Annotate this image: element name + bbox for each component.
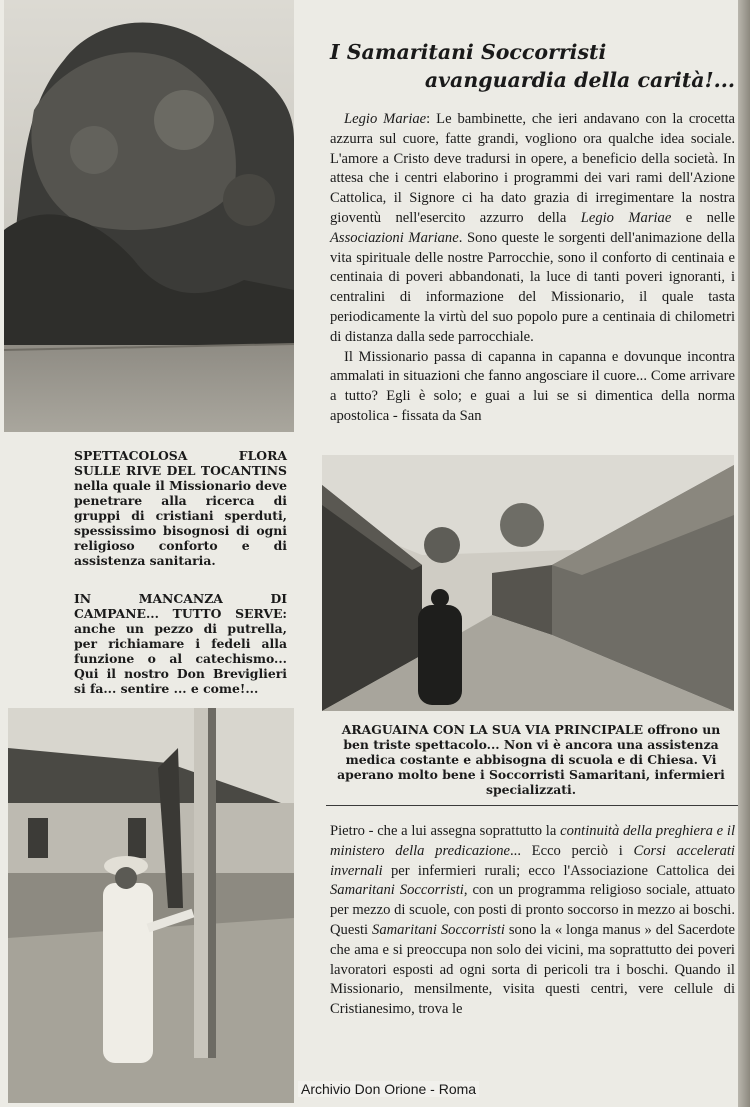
p1-segment: e nelle xyxy=(671,209,736,226)
p3-segment: , con un programma religioso sociale, attuato per mezzo di scuole, con posti di pronto soccorso in mezzo ai boschi. Questi xyxy=(330,882,736,938)
section-divider xyxy=(326,805,738,806)
p3-segment: continuità della preghiera e il ministero della predicazione xyxy=(330,823,735,859)
title-line-2: avanguardia della carità!... xyxy=(424,68,735,92)
p3-segment: Corsi accelerati invernali xyxy=(330,842,735,879)
p1-segment: . Sono queste le sorgenti dell'animazione della vita spirituale delle nostre Parrocchie, sono il conforto di centinaia e centinaia di poveri abbandonati, la luce di tanti poveri ignoranti, i centralini di informazione del Missionario, il quale tasta periodicamente la virtù del suo popolo pure a centinaia di chilometri di distanza dalla sede parrocchiale. xyxy=(330,229,735,345)
article-body-bottom xyxy=(330,822,735,1020)
photo-tocantins-flora xyxy=(4,0,294,432)
paragraph-legio-mariae xyxy=(330,110,735,348)
photo-araguaina-street xyxy=(322,455,734,711)
caption-campane: IN MANCANZA DI CAMPANE... TUTTO SERVE: anche un pezzo di putrella, per richiamare i fedeli alla funzione o al catechismo... Qui il nostro Don Breviglieri si fa... sentire ... e come!... xyxy=(74,591,287,696)
p3-segment: ... Ecco perciò i xyxy=(510,842,634,859)
p3-segment: Samaritani Soccorristi xyxy=(330,882,464,899)
p1-segment: Associazioni Mariane xyxy=(330,229,459,246)
p3-segment: sono la « longa manus » del Sacerdote che ama e si preoccupa non solo dei vicini, ma soprattutto dei poveri lavoratori esposti ad ogni sorta di pericoli tra i boschi. Quando il Missionario, mensilmente, visita questi centri, vere cellule di Cristianesimo, trova le xyxy=(330,921,735,1018)
page-binding-edge xyxy=(738,0,750,1107)
title-line-1: I Samaritani Soccorristi xyxy=(330,40,607,64)
paragraph-missionario: Il Missionario passa di capanna in capanna e dovunque incontra ammalati in situazioni che fanno angosciare il cuore... Come arrivare a tutto? Egli è solo; e guai a lui se si dimentica della norma apostolica - fissata da San xyxy=(330,348,735,424)
p3-segment: Pietro - che a lui assegna soprattutto la xyxy=(330,823,561,839)
archive-watermark: Archivio Don Orione - Roma xyxy=(298,1081,479,1097)
p1-segment: Legio Mariae xyxy=(580,209,672,226)
article-title xyxy=(330,38,735,94)
photo-don-breviglieri xyxy=(8,708,294,1103)
caption-araguaina: ARAGUAINA CON LA SUA VIA PRINCIPALE offrono un ben triste spettacolo... Non vi è ancora una assistenza medica costante e abbisogna di scuola e di Chiesa. Vi aperano molto bene i Soccorristi Samaritani, infermieri specializzati. xyxy=(337,722,725,797)
p1-segment: Legio Mariae xyxy=(344,111,427,127)
article-body-top xyxy=(330,110,735,427)
p3-segment: Samaritani Soccorristi xyxy=(372,921,505,938)
p3-segment: per infermieri rurali; ecco l'Associazione Cattolica dei xyxy=(382,862,735,879)
paragraph-pietro xyxy=(330,822,735,1020)
caption-flora: SPETTACOLOSA FLORA SULLE RIVE DEL TOCANTINS nella quale il Missionario deve penetrare alla ricerca di gruppi di cristiani sperduti, spessissimo bisognosi di ogni religioso conforto e di assistenza sanitaria. xyxy=(74,448,287,568)
p1-segment: : Le bambinette, che ieri andavano con la crocetta azzurra sul cuore, fatte grandi, vogliono ora qualche idea sociale. L'amore a Cristo deve tradursi in opere, a beneficio della società. In attesa che i centri elaborino i programmi dei vari rami dell'Azione Cattolica, il Signore ci ha dato grazia di irregimentare la nostra gioventù nell'esercito azzurro della xyxy=(330,111,736,226)
